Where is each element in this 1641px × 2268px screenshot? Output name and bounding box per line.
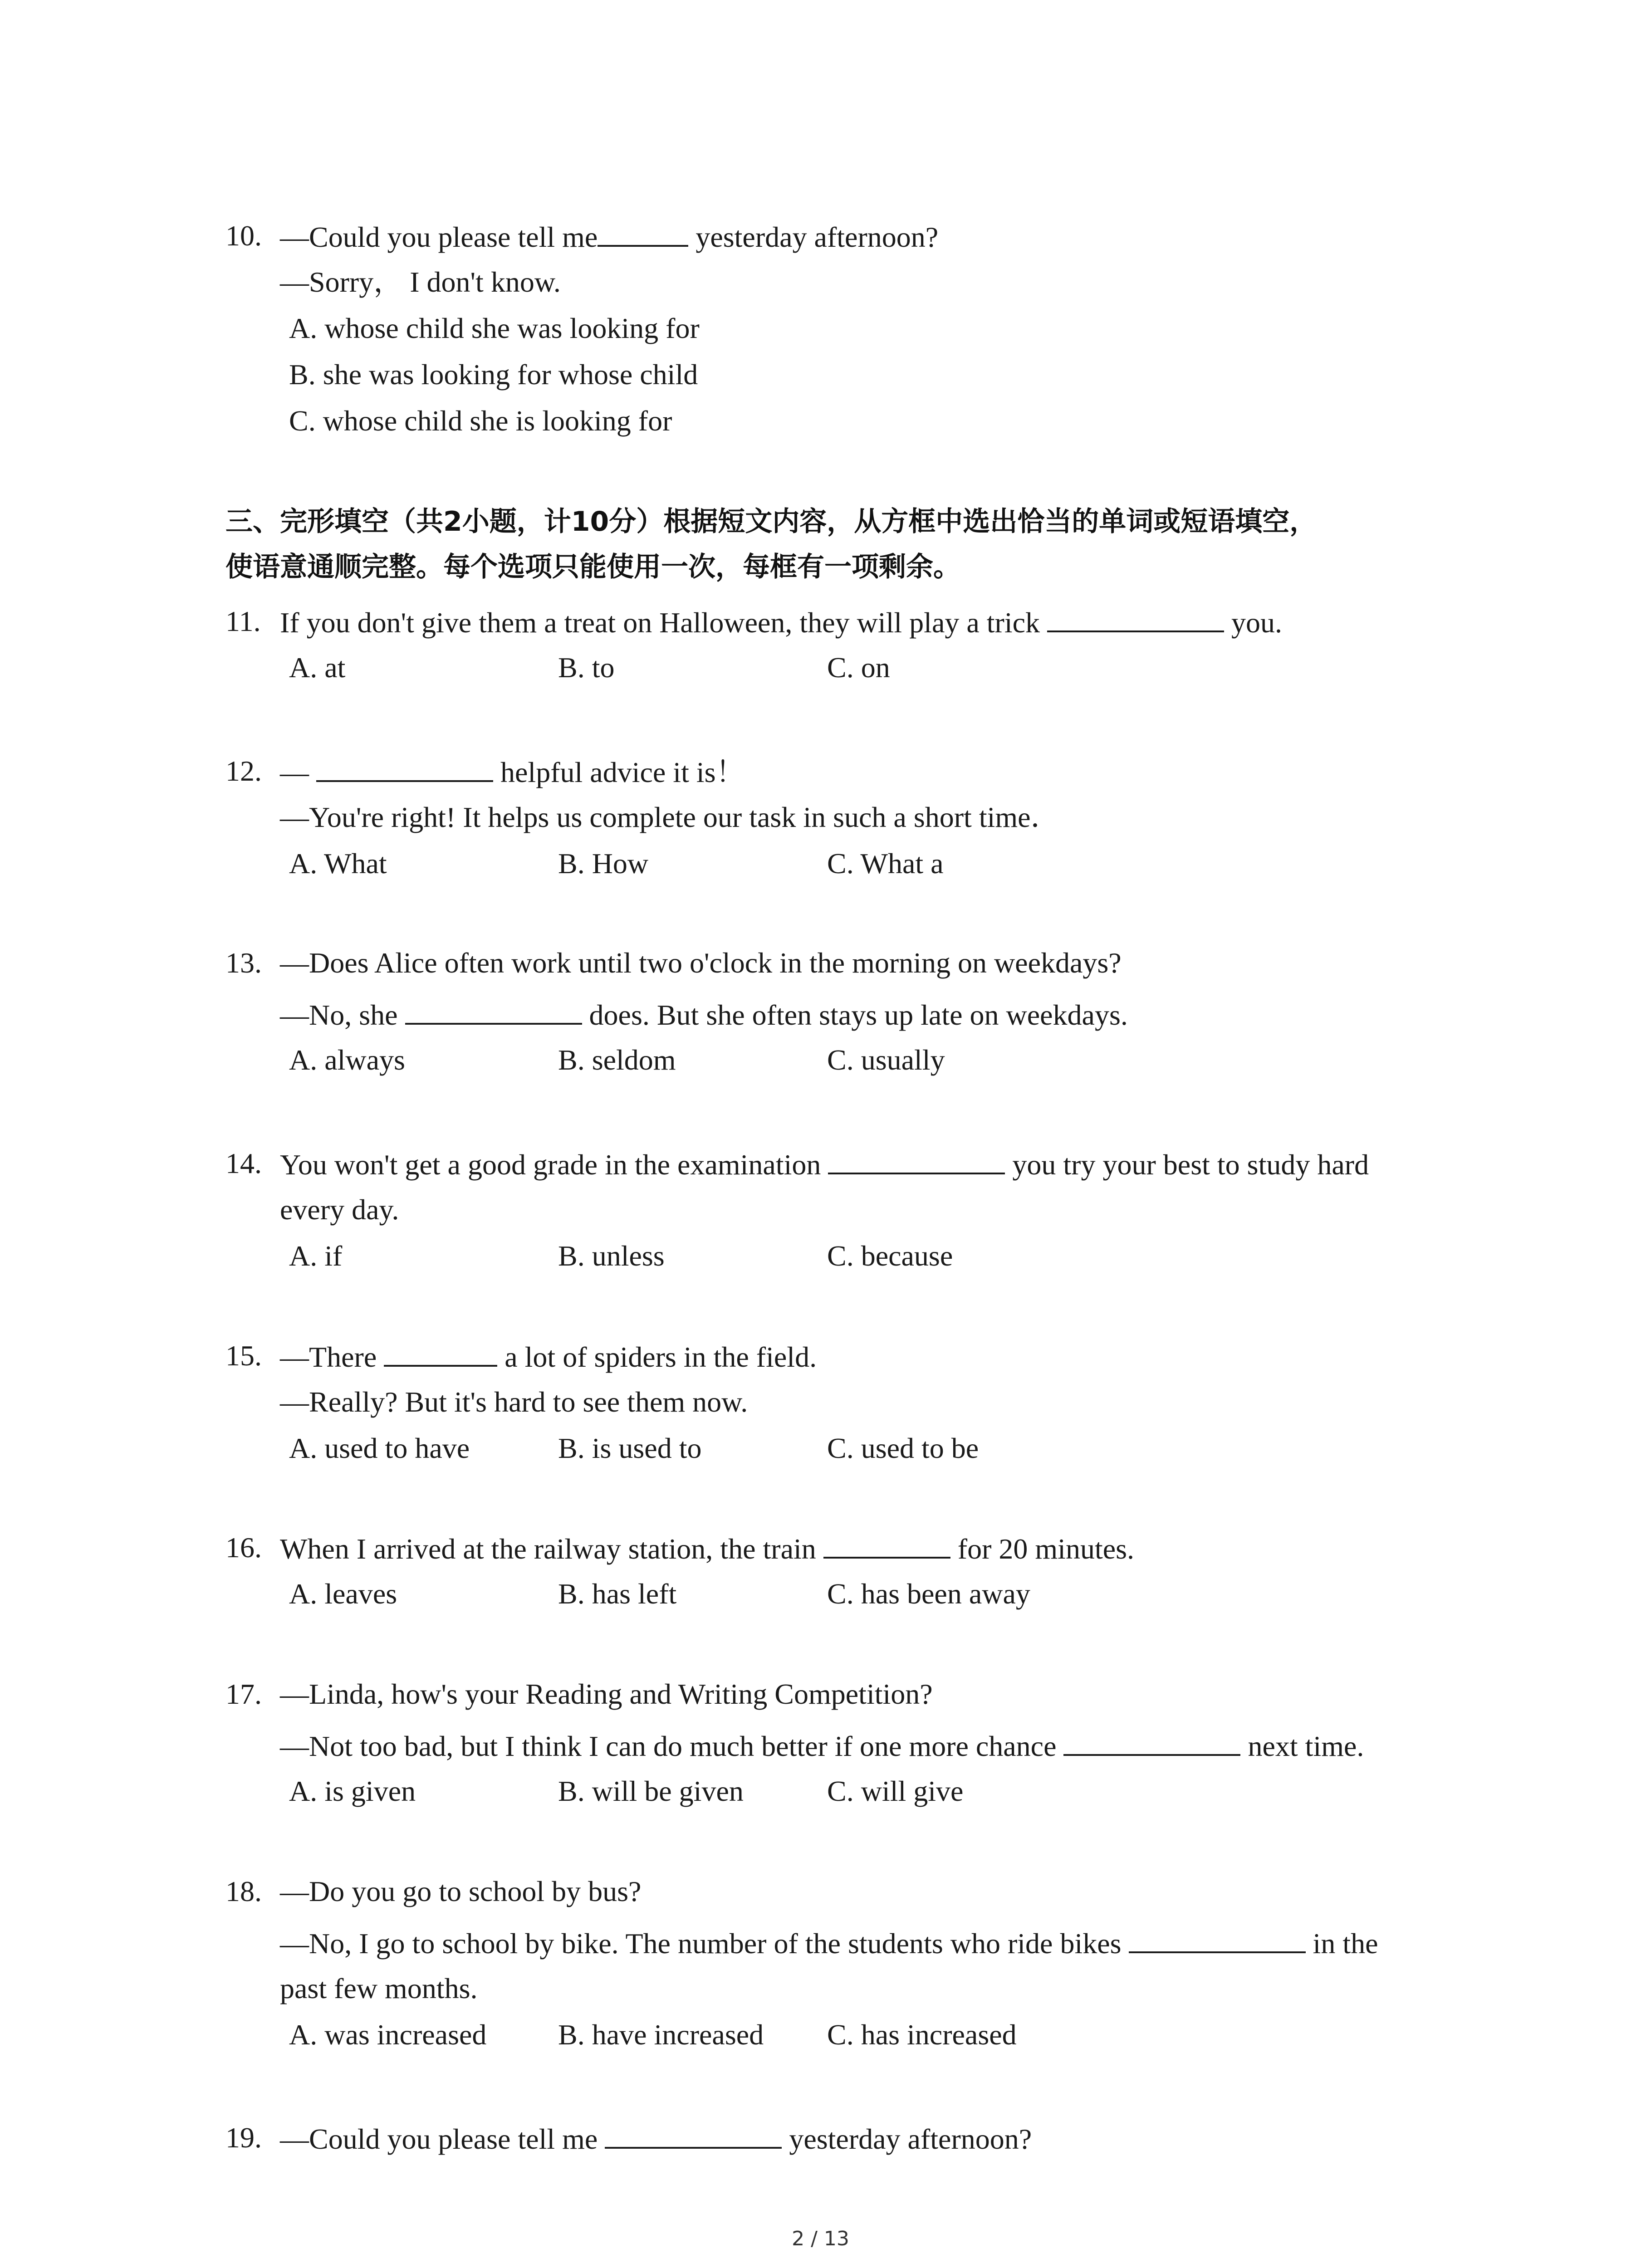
question-number: 10. <box>225 220 262 252</box>
question-number: 18. <box>225 1875 262 1907</box>
option-c: C. whose child she is looking for <box>289 405 672 437</box>
question-stem: —Linda, how's your Reading and Writing Competition? <box>280 1678 933 1710</box>
question-stem-line2: —No, I go to school by bike. The number of the students who ride bikes in the <box>280 1924 1378 1962</box>
question-stem: —Do you go to school by bus? <box>280 1875 642 1907</box>
option-a: A. always <box>289 1044 405 1076</box>
option-c: C. usually <box>827 1044 945 1076</box>
question-stem-line2: —Really? But it's hard to see them now. <box>280 1386 748 1418</box>
question-number: 17. <box>225 1678 262 1710</box>
option-a: A. is given <box>289 1775 416 1807</box>
question-stem: You won't get a good grade in the examination you try your best to study hard <box>280 1145 1369 1183</box>
option-b: B. How <box>558 847 649 880</box>
question-number: 14. <box>225 1147 262 1179</box>
answer-blank <box>1063 1727 1240 1756</box>
option-a: A. leaves <box>289 1578 397 1610</box>
option-a: A. if <box>289 1240 343 1272</box>
question-number: 16. <box>225 1531 262 1564</box>
question-stem-line2: every day. <box>280 1193 399 1226</box>
section-heading-line2: 使语意通顺完整。每个选项只能使用一次，每框有一项剩余。 <box>225 551 960 583</box>
question-stem: — helpful advice it is！ <box>280 753 745 791</box>
option-b: B. is used to <box>558 1432 702 1464</box>
option-b: B. seldom <box>558 1044 676 1076</box>
question-stem: —Does Alice often work until two o'clock in the morning on weekdays? <box>280 947 1122 979</box>
option-c: C. on <box>827 651 890 684</box>
answer-blank <box>405 996 582 1025</box>
question-stem-line3: past few months. <box>280 1972 478 2004</box>
option-a: A. at <box>289 651 346 684</box>
question-stem: When I arrived at the railway station, the train for 20 minutes. <box>280 1530 1134 1567</box>
section-heading-line1: 三、完形填空（共2小题，计10分）根据短文内容，从方框中选出恰当的单词或短语填空， <box>225 506 1317 538</box>
option-b: B. to <box>558 651 615 684</box>
option-c: C. has increased <box>827 2019 1017 2051</box>
question-stem-line2: —Not too bad, but I think I can do much better if one more chance next time. <box>280 1727 1364 1765</box>
answer-blank <box>823 1530 950 1559</box>
question-stem: If you don't give them a treat on Halloween, they will play a trick you. <box>280 603 1282 641</box>
option-b: B. unless <box>558 1240 665 1272</box>
option-a: A. whose child she was looking for <box>289 312 700 344</box>
option-a: A. What <box>289 847 387 880</box>
answer-blank <box>384 1338 497 1367</box>
question-stem: —Could you please tell me yesterday afternoon? <box>280 218 938 255</box>
question-number: 13. <box>225 947 262 979</box>
page-indicator: 2 / 13 <box>792 2227 849 2250</box>
option-b: B. has left <box>558 1578 677 1610</box>
option-b: B. have increased <box>558 2019 764 2051</box>
question-stem-line2: —No, she does. But she often stays up late on weekdays. <box>280 996 1128 1033</box>
option-c: C. has been away <box>827 1578 1030 1610</box>
question-number: 15. <box>225 1339 262 1372</box>
option-a: A. was increased <box>289 2019 487 2051</box>
question-stem: —Could you please tell me yesterday afternoon? <box>280 2120 1032 2157</box>
answer-blank <box>828 1145 1005 1174</box>
option-c: C. What a <box>827 847 944 880</box>
option-b: B. she was looking for whose child <box>289 358 698 391</box>
answer-blank <box>1047 603 1224 632</box>
answer-blank <box>1129 1924 1306 1953</box>
question-number: 12. <box>225 755 262 787</box>
option-b: B. will be given <box>558 1775 744 1807</box>
option-c: C. will give <box>827 1775 964 1807</box>
option-c: C. because <box>827 1240 953 1272</box>
question-number: 11. <box>225 605 261 637</box>
question-stem-line2: —Sorry， I don't know. <box>280 266 561 298</box>
answer-blank <box>605 2120 782 2149</box>
option-a: A. used to have <box>289 1432 470 1464</box>
question-number: 19. <box>225 2121 262 2154</box>
question-stem: —There a lot of spiders in the field. <box>280 1338 817 1375</box>
option-c: C. used to be <box>827 1432 979 1464</box>
answer-blank <box>598 218 688 247</box>
question-stem-line2: —You're right! It helps us complete our task in such a short time． <box>280 801 1060 833</box>
answer-blank <box>316 753 493 782</box>
